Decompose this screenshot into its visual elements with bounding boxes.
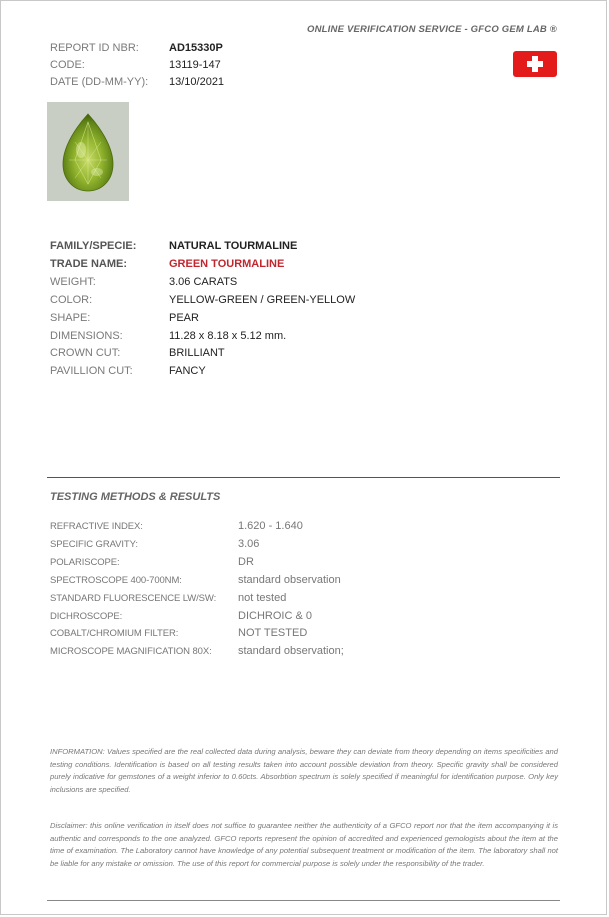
polariscope-label: POLARISCOPE:: [50, 556, 120, 568]
spectroscope-label: SPECTROSCOPE 400-700NM:: [50, 574, 182, 586]
fluorescence-label: STANDARD FLUORESCENCE LW/SW:: [50, 592, 217, 604]
dimensions-value: 11.28 x 8.18 x 5.12 mm.: [169, 329, 287, 342]
report-id-label: REPORT ID NBR:: [50, 42, 139, 54]
spec-row: [50, 310, 355, 328]
dimensions-label: DIMENSIONS:: [50, 329, 123, 342]
pavillion-cut-value: FANCY: [169, 365, 206, 378]
refractive-index-value: 1.620 - 1.640: [238, 520, 303, 532]
spec-row: [50, 238, 355, 256]
information-note: INFORMATION: Values specified are the real collected data during analysis, beware they can deviate from theory depending on items specificities and testing conditions. Identification is based on all testing results taken into account possible deviation from theory. Specific gravity shall be considered purely indicative for gemstones of a weight inferior to 0.60cts. Absorbtion spectrum is solely specified if meaningful for identification purpose. Only key inclusions are specified.: [50, 747, 558, 794]
date-row: [50, 74, 224, 91]
dichroscope-value: DICHROIC & 0: [238, 609, 312, 622]
date-value: 13/10/2021: [169, 76, 225, 88]
weight-label: WEIGHT:: [50, 275, 96, 288]
microscope-value: standard observation;: [238, 645, 344, 658]
spec-row: [50, 292, 355, 310]
polariscope-value: DR: [238, 555, 254, 568]
test-row: [50, 536, 344, 554]
gem-specifications: [50, 238, 355, 381]
report-id-row: [50, 40, 224, 57]
color-value: YELLOW-GREEN / GREEN-YELLOW: [169, 293, 356, 306]
trade-name-value: GREEN TOURMALINE: [169, 257, 285, 270]
test-row: [50, 608, 344, 626]
cobalt-filter-value: NOT TESTED: [238, 627, 308, 640]
test-row: [50, 625, 344, 643]
microscope-label: MICROSCOPE MAGNIFICATION 80X:: [50, 646, 212, 658]
code-row: [50, 57, 224, 74]
family-value: NATURAL TOURMALINE: [169, 240, 298, 252]
code-value: 13119-147: [169, 59, 221, 71]
spectroscope-value: standard observation: [238, 573, 341, 586]
test-row: [50, 572, 344, 590]
test-row: [50, 554, 344, 572]
crown-cut-value: BRILLIANT: [169, 347, 225, 360]
test-row: [50, 590, 344, 608]
spec-row: [50, 274, 355, 292]
crown-cut-label: CROWN CUT:: [50, 347, 121, 360]
weight-value: 3.06 CARATS: [169, 275, 238, 288]
gemstone-photo: [47, 102, 129, 201]
dichroscope-label: DICHROSCOPE:: [50, 610, 123, 622]
spec-row: [50, 256, 355, 274]
spec-row: [50, 345, 355, 363]
cobalt-filter-label: COBALT/CHROMIUM FILTER:: [50, 628, 179, 640]
spec-row: [50, 363, 355, 381]
pavillion-cut-label: PAVILLION CUT:: [50, 365, 133, 378]
shape-value: PEAR: [169, 311, 199, 324]
disclaimer-note: Disclaimer: this online verification in itself does not suffice to guarantee neither the authenticity of a GFCO report nor that the item accompanying it is authentic and corresponds to the one analyzed. GFCO reports represent the opinion of accredited and experienced gemologists about the item at the time of examination. The Laboratory cannot have knowledge of any potential subsequent treatment or modification of the item. The laboratory shall not be liable for any mistake or omission. The use of this report for commercial purpose is solely under the responsibility of the trader.: [50, 821, 558, 868]
family-label: FAMILY/SPECIE:: [50, 240, 137, 252]
trade-name-label: TRADE NAME:: [50, 257, 127, 270]
refractive-index-label: REFRACTIVE INDEX:: [50, 521, 143, 532]
test-row: [50, 518, 344, 536]
shape-label: SHAPE:: [50, 311, 91, 324]
report-id-value: AD15330P: [169, 42, 223, 54]
fluorescence-value: not tested: [238, 591, 287, 604]
testing-section-title: TESTING METHODS & RESULTS: [50, 491, 221, 503]
specific-gravity-value: 3.06: [238, 537, 260, 550]
spec-row: [50, 328, 355, 346]
swiss-flag-icon: [513, 51, 557, 77]
specific-gravity-label: SPECIFIC GRAVITY:: [50, 538, 138, 550]
test-row: [50, 643, 344, 661]
color-label: COLOR:: [50, 293, 93, 306]
code-label: CODE:: [50, 59, 85, 71]
section-divider: [47, 477, 560, 478]
service-title: ONLINE VERIFICATION SERVICE - GFCO GEM LAB ®: [307, 24, 557, 35]
bottom-divider: [47, 900, 560, 901]
date-label: DATE (DD-MM-YY):: [50, 76, 149, 88]
report-identification: [50, 40, 224, 91]
testing-results: [50, 518, 344, 661]
